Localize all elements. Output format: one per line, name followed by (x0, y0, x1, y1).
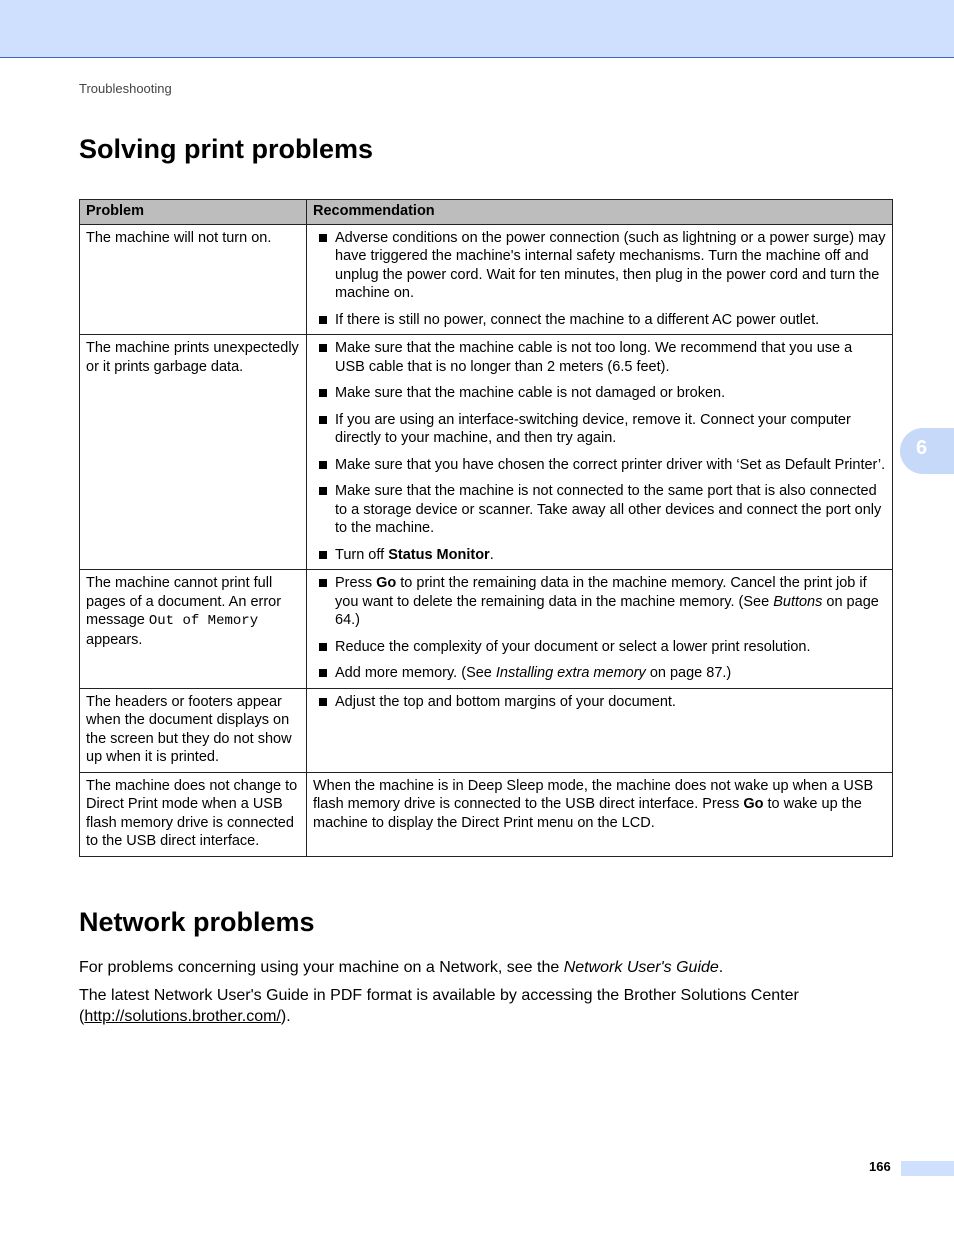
section-title: Network problems (79, 907, 315, 937)
table-row (80, 688, 893, 772)
list-item-text: Adverse conditions on the power connection (such as lightning or a power surge) may have triggered the machine's internal safety mechanisms. Turn the machine off and unplug the power cord. Wait for ten minutes, then plug in the power cord and turn the machine on. (335, 229, 886, 301)
list-item-text: Reduce the complexity of your document or select a lower print resolution. (335, 638, 811, 655)
list-item (313, 456, 886, 475)
problem-table (79, 199, 893, 857)
square-bullet-icon (319, 234, 327, 242)
problem-cell: The machine does not change to Direct Print mode when a USB flash memory drive is connected to the USB direct interface. (80, 772, 307, 856)
list-item (313, 482, 886, 538)
table-row (80, 570, 893, 689)
list-item: Turn off Status Monitor. (313, 546, 886, 565)
recommendation-cell (307, 335, 893, 570)
running-header: Troubleshooting (79, 81, 172, 96)
table-row (80, 335, 893, 570)
footer-band (901, 1161, 954, 1176)
square-bullet-icon (319, 416, 327, 424)
error-message-text: Out of Memory (148, 613, 259, 629)
list-item (313, 311, 886, 330)
solutions-center-link[interactable]: http://solutions.brother.com/ (84, 1008, 281, 1025)
problem-cell: The machine cannot print full pages of a document. An error message Out of Memory appears. (80, 570, 307, 689)
recommendation-list (313, 339, 886, 564)
square-bullet-icon (319, 344, 327, 352)
cross-reference: Buttons (773, 593, 823, 610)
recommendation-cell (307, 224, 893, 335)
list-item-text: Make sure that the machine cable is not too long. We recommend that you use a USB cable that is no longer than 2 meters (6.5 feet). (335, 340, 853, 375)
cross-reference: Installing extra memory (495, 665, 646, 681)
list-item (313, 229, 886, 303)
chapter-number: 6 (916, 437, 928, 459)
square-bullet-icon (319, 698, 327, 706)
list-item (313, 339, 886, 376)
square-bullet-icon (319, 551, 327, 559)
column-header-recommendation: Recommendation (307, 200, 893, 225)
square-bullet-icon (319, 669, 327, 677)
list-item-text: Make sure that the machine is not connected to the same port that is also connected to a storage device or scanner. Take away all other devices and connect the port only to the machine. (335, 483, 882, 536)
list-item-text: Make sure that you have chosen the correct printer driver with ‘Set as Default Printer’. (335, 456, 886, 473)
list-item-text: Adjust the top and bottom margins of your document. (335, 693, 676, 710)
recommendation-list (313, 693, 886, 712)
problem-cell: The machine will not turn on. (80, 224, 307, 335)
square-bullet-icon (319, 579, 327, 587)
table-row (80, 224, 893, 335)
problem-cell: The headers or footers appear when the document displays on the screen but they do not show up when it is printed. (80, 688, 307, 772)
list-item-text: Make sure that the machine cable is not damaged or broken. (335, 385, 726, 401)
problem-cell: The machine prints unexpectedly or it prints garbage data. (80, 335, 307, 570)
recommendation-list (313, 574, 886, 683)
ui-term: Status Monitor (388, 546, 490, 563)
ui-term: Go (376, 575, 397, 591)
table-header-row (80, 200, 893, 225)
network-paragraph-1: For problems concerning using your machine on a Network, see the Network User's Guide. (79, 959, 724, 976)
network-paragraph-2: The latest Network User's Guide in PDF format is available by accessing the Brother Solutions Center (http://solutions.brother.com/). (79, 987, 799, 1025)
ui-term: Go (743, 796, 764, 812)
page-number: 166 (869, 1159, 891, 1174)
list-item-text: If you are using an interface-switching device, remove it. Connect your computer directly to your machine, and then try again. (335, 411, 851, 446)
list-item (313, 384, 886, 403)
list-item: Add more memory. (See Installing extra memory on page 87.) (313, 664, 886, 683)
recommendation-cell (307, 688, 893, 772)
square-bullet-icon (319, 643, 327, 651)
square-bullet-icon (319, 487, 327, 495)
column-header-problem: Problem (80, 200, 307, 225)
list-item: Press Go to print the remaining data in the machine memory. Cancel the print job if you want to delete the remaining data in the machine memory. (See Buttons on page 64.) (313, 574, 886, 630)
list-item (313, 638, 886, 657)
header-band (0, 0, 954, 58)
page-title: Solving print problems (79, 134, 374, 164)
recommendation-cell (307, 570, 893, 689)
recommendation-cell: When the machine is in Deep Sleep mode, the machine does not wake up when a USB flash memory drive is connected to the USB direct interface. Press Go to wake up the machine to display the Direct Print menu on the LCD. (307, 772, 893, 856)
square-bullet-icon (319, 316, 327, 324)
guide-reference: Network User's Guide (563, 959, 719, 976)
square-bullet-icon (319, 389, 327, 397)
recommendation-list (313, 229, 886, 330)
table-row (80, 772, 893, 856)
list-item (313, 693, 886, 712)
list-item (313, 411, 886, 448)
list-item-text: If there is still no power, connect the machine to a different AC power outlet. (335, 311, 820, 328)
square-bullet-icon (319, 461, 327, 469)
